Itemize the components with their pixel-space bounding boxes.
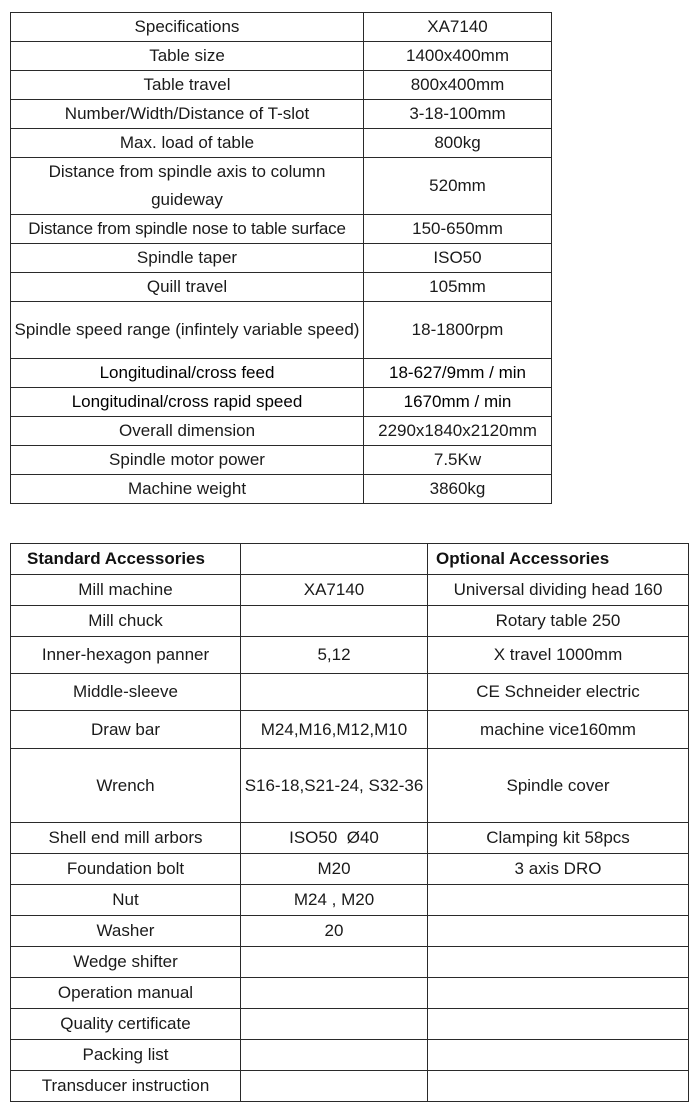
table-row [11, 1040, 689, 1071]
table-row [11, 885, 689, 916]
spec-label: Machine weight [11, 475, 364, 504]
spec-value: 800kg [364, 129, 552, 158]
spec-label: Max. load of table [11, 129, 364, 158]
spec-label: Specifications [11, 13, 364, 42]
accessory-item: Foundation bolt [11, 854, 241, 885]
accessory-spec: 5,12 [241, 637, 428, 674]
table-row [11, 475, 552, 504]
table-row [11, 13, 552, 42]
spec-label: Spindle taper [11, 244, 364, 273]
spec-label: Longitudinal/cross feed [11, 359, 364, 388]
spec-value: 2290x1840x2120mm [364, 417, 552, 446]
table-row [11, 388, 552, 417]
spec-value: 1400x400mm [364, 42, 552, 71]
accessory-spec [241, 978, 428, 1009]
table-row [11, 215, 552, 244]
accessory-spec: M20 [241, 854, 428, 885]
spec-label: Distance from spindle axis to column guideway [11, 158, 364, 215]
table-row [11, 359, 552, 388]
spec-value: 18-627/9mm / min [364, 359, 552, 388]
spec-label: Distance from spindle nose to table surface [11, 215, 364, 244]
table-row [11, 158, 552, 215]
accessory-item: Packing list [11, 1040, 241, 1071]
accessory-item: Quality certificate [11, 1009, 241, 1040]
accessory-item: Transducer instruction [11, 1071, 241, 1102]
accessory-item: Wedge shifter [11, 947, 241, 978]
accessory-item: Shell end mill arbors [11, 823, 241, 854]
spec-value: ISO50 [364, 244, 552, 273]
accessory-spec [241, 947, 428, 978]
spec-label: Number/Width/Distance of T-slot [11, 100, 364, 129]
spec-value: 800x400mm [364, 71, 552, 100]
accessories-table [10, 543, 689, 1102]
table-row [11, 244, 552, 273]
spec-label: Spindle speed range (infintely variable speed) [11, 302, 364, 359]
accessory-spec: 20 [241, 916, 428, 947]
empty-header-cell [241, 544, 428, 575]
accessory-item: Inner-hexagon panner [11, 637, 241, 674]
table-row [11, 749, 689, 823]
accessory-spec: XA7140 [241, 575, 428, 606]
spec-label: Spindle motor power [11, 446, 364, 475]
accessory-item: Nut [11, 885, 241, 916]
specifications-table [10, 12, 552, 504]
accessory-spec [241, 1071, 428, 1102]
spec-value: 150-650mm [364, 215, 552, 244]
table-row [11, 446, 552, 475]
table-row [11, 1071, 689, 1102]
optional-accessory: Clamping kit 58pcs [428, 823, 689, 854]
accessory-item: Mill chuck [11, 606, 241, 637]
spec-value: 3860kg [364, 475, 552, 504]
optional-accessory: Rotary table 250 [428, 606, 689, 637]
table-header-row [11, 544, 689, 575]
spec-label: Longitudinal/cross rapid speed [11, 388, 364, 417]
optional-accessories-header: Optional Accessories [428, 544, 689, 575]
table-row [11, 417, 552, 446]
table-row [11, 129, 552, 158]
accessory-item: Wrench [11, 749, 241, 823]
accessory-item: Draw bar [11, 711, 241, 749]
table-row [11, 273, 552, 302]
optional-accessory: X travel 1000mm [428, 637, 689, 674]
accessory-item: Operation manual [11, 978, 241, 1009]
spec-value: 7.5Kw [364, 446, 552, 475]
table-row [11, 100, 552, 129]
spec-label: Overall dimension [11, 417, 364, 446]
accessory-spec [241, 606, 428, 637]
optional-accessory: machine vice160mm [428, 711, 689, 749]
optional-accessory [428, 978, 689, 1009]
table-row [11, 302, 552, 359]
accessory-item: Mill machine [11, 575, 241, 606]
spec-value: XA7140 [364, 13, 552, 42]
table-row [11, 916, 689, 947]
accessory-item: Washer [11, 916, 241, 947]
optional-accessory [428, 916, 689, 947]
table-row [11, 575, 689, 606]
accessory-spec [241, 674, 428, 711]
spec-value: 3-18-100mm [364, 100, 552, 129]
spec-value: 520mm [364, 158, 552, 215]
accessory-spec [241, 1040, 428, 1071]
table-row [11, 823, 689, 854]
spec-label: Table size [11, 42, 364, 71]
table-row [11, 1009, 689, 1040]
table-row [11, 674, 689, 711]
standard-accessories-header: Standard Accessories [11, 544, 241, 575]
accessory-spec: M24 , M20 [241, 885, 428, 916]
table-row [11, 978, 689, 1009]
optional-accessory [428, 1040, 689, 1071]
optional-accessory: 3 axis DRO [428, 854, 689, 885]
table-row [11, 947, 689, 978]
optional-accessory [428, 1009, 689, 1040]
spec-value: 1670mm / min [364, 388, 552, 417]
optional-accessory [428, 947, 689, 978]
table-row [11, 42, 552, 71]
optional-accessory [428, 1071, 689, 1102]
accessory-spec: M24,M16,M12,M10 [241, 711, 428, 749]
optional-accessory [428, 885, 689, 916]
spec-value: 18-1800rpm [364, 302, 552, 359]
table-row [11, 854, 689, 885]
spec-label: Quill travel [11, 273, 364, 302]
optional-accessory: Spindle cover [428, 749, 689, 823]
table-row [11, 711, 689, 749]
table-row [11, 71, 552, 100]
spec-label: Table travel [11, 71, 364, 100]
optional-accessory: Universal dividing head 160 [428, 575, 689, 606]
accessory-spec [241, 1009, 428, 1040]
optional-accessory: CE Schneider electric [428, 674, 689, 711]
accessory-item: Middle-sleeve [11, 674, 241, 711]
table-row [11, 606, 689, 637]
spec-value: 105mm [364, 273, 552, 302]
accessory-spec: ISO50 Ø40 [241, 823, 428, 854]
accessory-spec: S16-18,S21-24, S32-36 [241, 749, 428, 823]
table-row [11, 637, 689, 674]
